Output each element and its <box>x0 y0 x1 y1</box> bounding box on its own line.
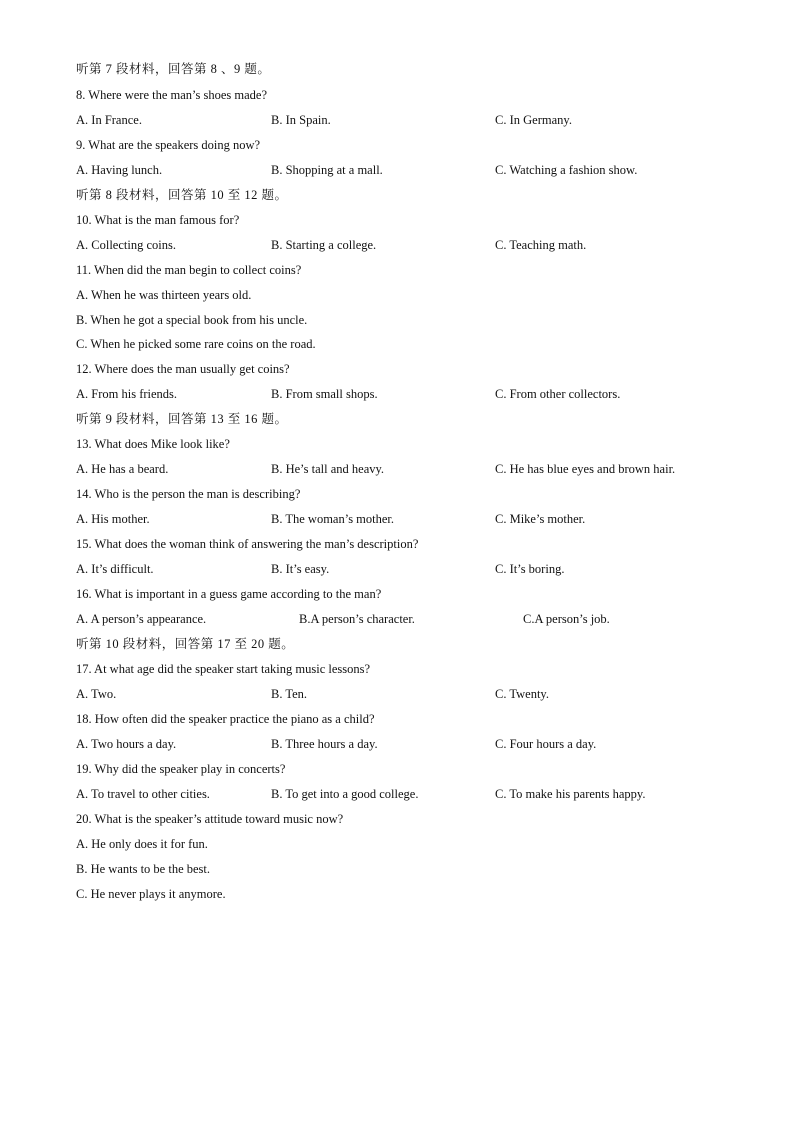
option-b: B. From small shops. <box>271 387 378 401</box>
option-20-b: B. He wants to be the best. <box>76 862 211 876</box>
option-b: B.A person’s character. <box>299 612 415 626</box>
question-stem-10: 10. What is the man famous for? <box>76 213 240 227</box>
option-b: B. It’s easy. <box>271 562 330 576</box>
option-a: A. From his friends. <box>76 387 178 401</box>
question-stem-15: 15. What does the woman think of answering the man’s description? <box>76 537 419 551</box>
option-11-c: C. When he picked some rare coins on the road. <box>76 337 316 351</box>
option-a: A. It’s difficult. <box>76 562 154 576</box>
question-stem-20: 20. What is the speaker’s attitude toward music now? <box>76 812 344 826</box>
option-a: A. He has a beard. <box>76 462 169 476</box>
question-stem-13: 13. What does Mike look like? <box>76 437 230 451</box>
option-a: A. Two. <box>76 687 117 701</box>
option-b: B. He’s tall and heavy. <box>271 462 385 476</box>
option-c: C. From other collectors. <box>495 387 621 401</box>
option-c: C. Twenty. <box>495 687 549 701</box>
section-header-9: 听第 9 段材料，回答第 13 至 16 题。 <box>76 412 288 426</box>
option-a: A. In France. <box>76 113 142 127</box>
option-b: B. Shopping at a mall. <box>271 163 383 177</box>
question-stem-18: 18. How often did the speaker practice the piano as a child? <box>76 712 375 726</box>
section-header-8: 听第 8 段材料，回答第 10 至 12 题。 <box>76 188 288 202</box>
option-c: C. It’s boring. <box>495 562 565 576</box>
option-a: A. Two hours a day. <box>76 737 177 751</box>
option-c: C.A person’s job. <box>523 612 610 626</box>
option-c: C. Mike’s mother. <box>495 512 586 526</box>
section-header-10: 听第 10 段材料，回答第 17 至 20 题。 <box>76 637 295 651</box>
option-a: A. To travel to other cities. <box>76 787 210 801</box>
option-b: B. Ten. <box>271 687 308 701</box>
option-c: C. Four hours a day. <box>495 737 597 751</box>
option-20-a: A. He only does it for fun. <box>76 837 208 851</box>
option-b: B. Three hours a day. <box>271 737 378 751</box>
option-c: C. Teaching math. <box>495 238 587 252</box>
question-stem-8: 8. Where were the man’s shoes made? <box>76 88 268 102</box>
question-stem-9: 9. What are the speakers doing now? <box>76 138 261 152</box>
option-b: B. In Spain. <box>271 113 331 127</box>
option-20-c: C. He never plays it anymore. <box>76 887 226 901</box>
option-a: A. Collecting coins. <box>76 238 176 252</box>
option-a: A. His mother. <box>76 512 150 526</box>
question-stem-11: 11. When did the man begin to collect coins? <box>76 263 302 277</box>
question-stem-14: 14. Who is the person the man is describing? <box>76 487 301 501</box>
option-a: A. Having lunch. <box>76 163 163 177</box>
option-b: B. Starting a college. <box>271 238 377 252</box>
option-c: C. To make his parents happy. <box>495 787 646 801</box>
question-stem-12: 12. Where does the man usually get coins? <box>76 362 290 376</box>
section-header-7: 听第 7 段材料，回答第 8 、9 题。 <box>76 62 271 76</box>
option-c: C. In Germany. <box>495 113 572 127</box>
option-11-a: A. When he was thirteen years old. <box>76 288 252 302</box>
question-stem-16: 16. What is important in a guess game according to the man? <box>76 587 382 601</box>
question-stem-17: 17. At what age did the speaker start taking music lessons? <box>76 662 371 676</box>
option-c: C. Watching a fashion show. <box>495 163 638 177</box>
option-b: B. The woman’s mother. <box>271 512 395 526</box>
option-a: A. A person’s appearance. <box>76 612 207 626</box>
option-b: B. To get into a good college. <box>271 787 419 801</box>
question-stem-19: 19. Why did the speaker play in concerts? <box>76 762 286 776</box>
option-11-b: B. When he got a special book from his uncle. <box>76 313 308 327</box>
option-c: C. He has blue eyes and brown hair. <box>495 462 676 476</box>
